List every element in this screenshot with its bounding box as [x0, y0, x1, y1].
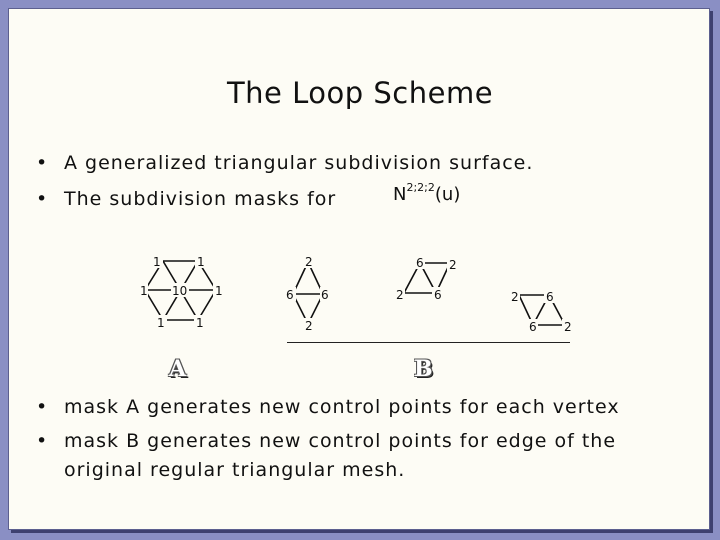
weight-label: 1 — [197, 255, 205, 269]
weight-label: 2 — [305, 319, 313, 333]
mask-a-diagram — [138, 248, 230, 334]
weight-label: 1 — [153, 255, 161, 269]
diamond-outline — [293, 262, 323, 324]
weight-label: 6 — [416, 256, 424, 270]
mask-b-diamond-diagram — [283, 252, 335, 334]
weight-label: 1 — [215, 284, 223, 298]
bullet-text: A generalized triangular subdivision surface. — [64, 152, 534, 174]
bullet-item — [36, 430, 616, 452]
bullet-dot: • — [36, 188, 49, 210]
mask-notation — [393, 183, 460, 205]
weight-label: 2 — [305, 255, 313, 269]
weight-label: 2 — [564, 320, 572, 334]
mask-b-triangle-up-diagram — [392, 253, 462, 303]
weight-label: 2 — [511, 290, 519, 304]
notation-superscript: 2;2;2 — [406, 181, 435, 194]
weight-label: 6 — [321, 288, 329, 302]
weight-label: 1 — [140, 284, 148, 298]
notation-argument: (u) — [434, 184, 461, 205]
slide-title: The Loop Scheme — [226, 76, 494, 110]
mask-a-label: A — [169, 356, 187, 382]
weight-label: 6 — [529, 320, 537, 334]
bullet-text: mask B generates new control points for edge of the — [64, 430, 617, 452]
weight-label: 6 — [286, 288, 294, 302]
bullet-dot: • — [36, 430, 49, 452]
weight-label: 2 — [396, 288, 404, 302]
bullet-text: mask A generates new control points for each vertex — [64, 396, 620, 418]
bullet-dot: • — [36, 396, 49, 418]
weight-label: 2 — [449, 258, 457, 272]
bullet-item — [36, 152, 533, 174]
weight-label: 6 — [434, 288, 442, 302]
mask-b-label: B — [414, 356, 433, 382]
mask-b-triangle-down-diagram — [507, 285, 577, 335]
bullet-item — [36, 188, 336, 210]
bullet-continuation: original regular triangular mesh. — [64, 459, 406, 481]
bullet-item — [36, 396, 620, 418]
weight-label: 10 — [172, 284, 188, 298]
weight-label: 1 — [157, 316, 165, 330]
notation-base: N — [393, 184, 407, 205]
bullet-text: The subdivision masks for — [64, 188, 337, 210]
bullet-dot: • — [36, 152, 49, 174]
divider-line — [287, 342, 570, 343]
weight-label: 6 — [546, 290, 554, 304]
weight-label: 1 — [196, 316, 204, 330]
